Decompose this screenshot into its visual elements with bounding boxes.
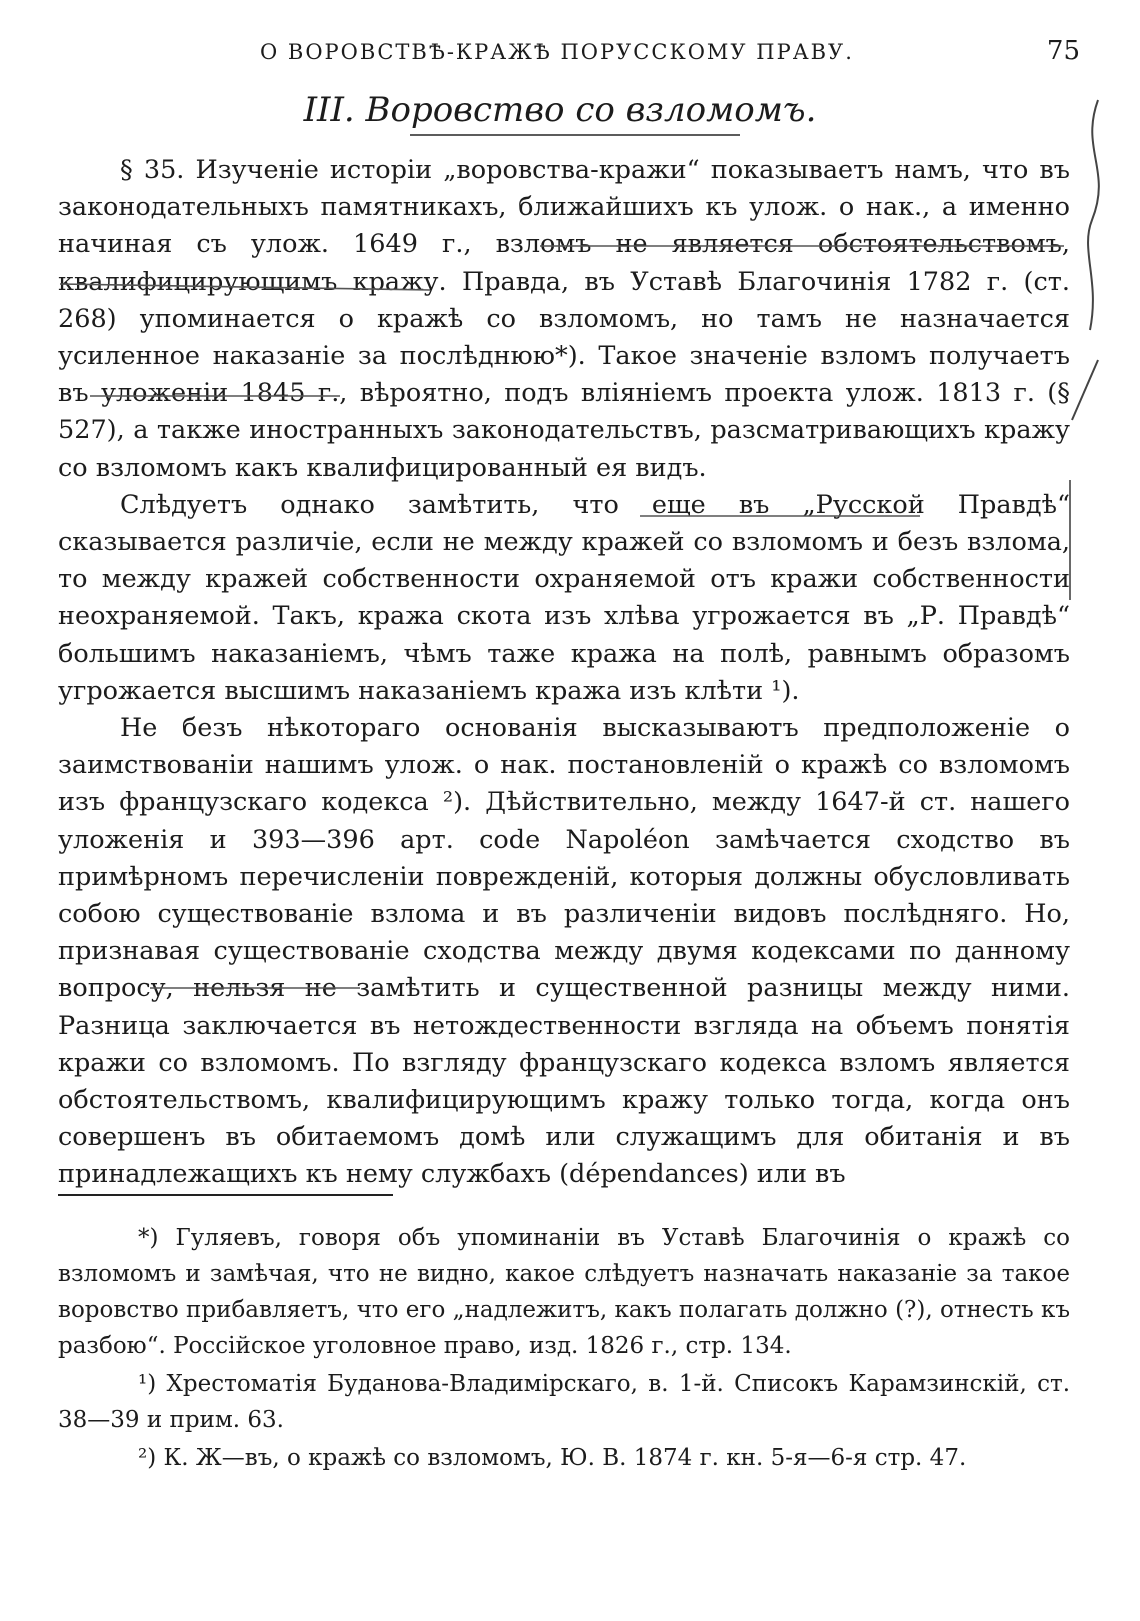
page-number: 75 [1046,36,1080,66]
section-title: III. Воровство со взломомъ. [303,90,817,130]
running-title: О ВОРОВСТВѢ-КРАЖѢ ПОРУССКОМУ ПРАВУ. [260,40,854,64]
paragraph-2: Слѣдуетъ однако замѣтить, что еще въ „Русской Правдѣ“ сказывается различіе, если не между кражей со взломомъ и безъ взлома, то между кражей собственности охраняемой отъ кражи собственности неохраняемой. Такъ, кража скота изъ хлѣва угрожается въ „Р. Правдѣ“ большимъ наказаніемъ, чѣмъ таже кража на полѣ, равнымъ образомъ угрожается высшимъ наказаніемъ кража изъ клѣти ¹). [58,489,1070,706]
footnotes [58,1220,1070,1478]
paragraph-1: § 35. Изученіе исторіи „воровства-кражи“ показываетъ намъ, что въ законодательныхъ памятникахъ, ближайшихъ къ улож. о нак., а именно начиная съ улож. 1649 г., взломъ не является обстоятельствомъ, квалифицирующимъ кражу. Правда, въ Уставѣ Благочинія 1782 г. (ст. 268) упоминается о кражѣ со взломомъ, но тамъ не назначается усиленное наказаніе за послѣднюю*). Такое значеніе взломъ получаетъ въ уложеніи 1845 г., вѣроятно, подъ вліяніемъ проекта улож. 1813 г. (§ 527), а также иностранныхъ законодательствъ, разсматривающихъ кражу со взломомъ какъ квалифицированный ея видъ. [58,155,1070,483]
footnote-separator [58,1194,393,1196]
margin-slash-mark [1072,360,1098,420]
footnote-1: ¹) Хрестоматія Буданова-Владимірскаго, в. 1-й. Списокъ Карамзинскій, ст. 38—39 и прим. 63. [58,1371,1070,1433]
paragraph-3: Не безъ нѣкотораго основанія высказываютъ предположеніе о заимствованіи нашимъ улож. о нак. постановленій о кражѣ со взломомъ изъ французскаго кодекса ²). Дѣйствительно, между 1647-й ст. нашего уложенія и 393—396 арт. code Napoléon замѣчается сходство въ примѣрномъ перечисленіи поврежденій, которыя должны обусловливать собою существованіе взлома и въ различеніи видовъ послѣдняго. Но, признавая существованіе сходства между двумя кодексами по данному вопросу, нельзя не замѣтить и существенной разницы между ними. Разница заключается въ нетождественности взгляда на объемъ понятія кражи со взломомъ. По взгляду французскаго кодекса взломъ является обстоятельствомъ, квалифицирующимъ кражу только тогда, когда онъ совершенъ въ обитаемомъ домѣ или служащимъ для обитанія и въ принадлежащихъ къ нему службахъ (dépendances) или въ [58,713,1070,1190]
body-text [58,152,1070,1194]
margin-bracket-mark [1088,100,1099,330]
footnote-star: *) Гуляевъ, говоря объ упоминаніи въ Уставѣ Благочинія о кражѣ со взломомъ и замѣчая, что не видно, какое слѣдуетъ назначать наказаніе за такое воровство прибавляетъ, что его „надлежитъ, какъ полагать должно (?), отнесть къ разбою“. Россійское уголовное право, изд. 1826 г., стр. 134. [58,1225,1070,1359]
footnote-2: ²) К. Ж—въ, о кражѣ со взломомъ, Ю. В. 1874 г. кн. 5-я—6-я стр. 47. [138,1445,967,1471]
running-head [260,36,1080,66]
title-underline [410,134,740,136]
